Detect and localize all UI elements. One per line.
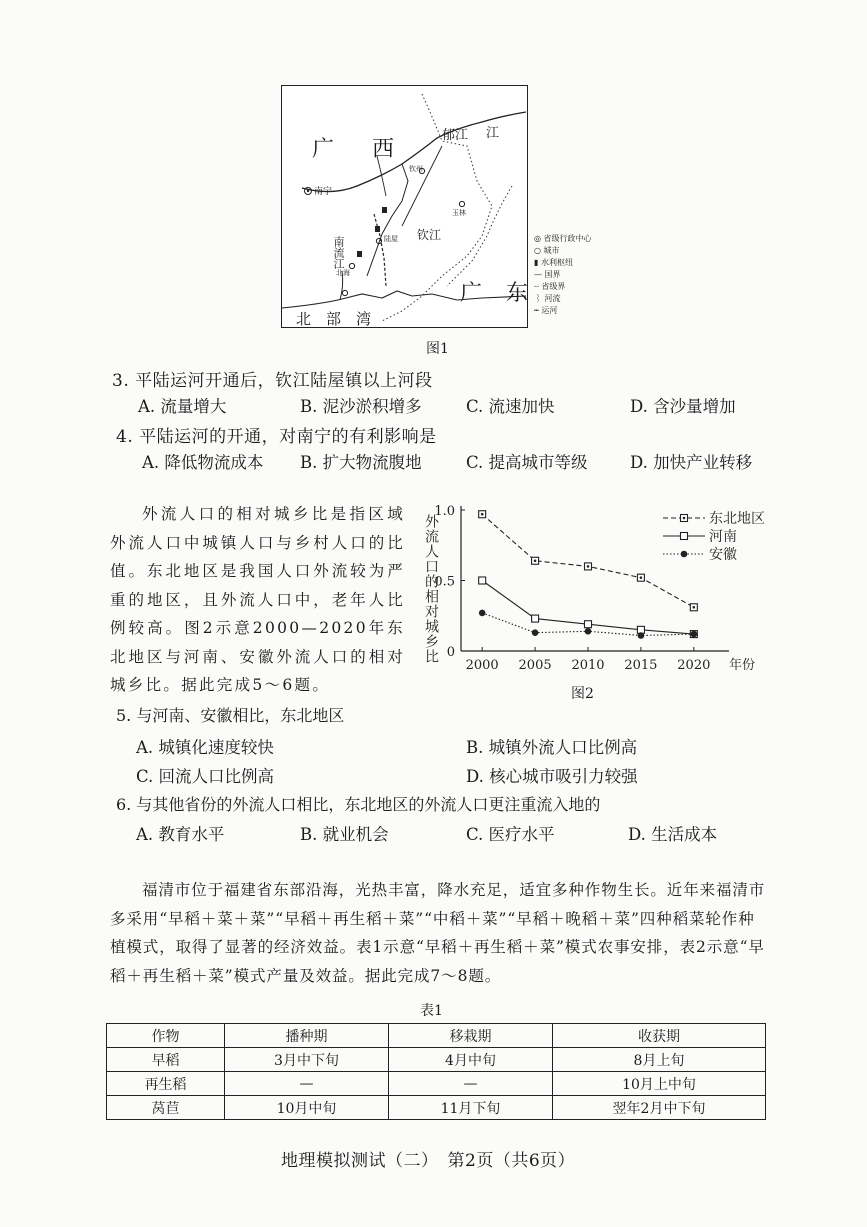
x-tick-label: 2010 [571,658,605,673]
data-point-center [534,559,537,562]
legend-label: 安徽 [709,547,737,563]
figure-2-caption: 图2 [571,686,594,702]
data-point [479,610,486,617]
legend-marker [681,551,688,558]
label-xijiang: 江 [486,126,500,141]
x-axis-label: 年份 [729,658,756,673]
table-row [107,1096,766,1120]
legend-item: 省级界 [541,282,566,291]
page-footer: 地理模拟测试（二） 第2页（共6页） [281,1151,576,1171]
q6-option-a[interactable]: A. 教育水平 [136,825,225,844]
data-point [691,631,698,638]
legend-marker-center [683,517,686,520]
y-tick-label: 1.0 [434,504,455,519]
table-1-caption: 表1 [420,1003,443,1019]
table-cell: — [389,1072,553,1096]
legend-border-icon: — [534,270,542,279]
q4-option-a[interactable]: A. 降低物流成本 [142,453,264,472]
data-point [585,621,592,628]
data-point [532,629,539,636]
legend-label: 东北地区 [709,511,765,527]
table-row [107,1048,766,1072]
legend-item: 省级行政中心 [543,234,592,243]
table-header-cell: 移栽期 [389,1024,553,1048]
table-cell: 10月上中旬 [553,1072,766,1096]
label-yulin: 玉林 [452,209,466,217]
question-3-stem: 3. 平陆运河开通后，钦江陆屋镇以上河段 [112,371,433,391]
q6-option-d[interactable]: D. 生活成本 [628,825,718,844]
q6-option-c[interactable]: C. 医疗水平 [466,825,555,844]
y-tick-label: 0 [446,645,455,660]
data-point [585,628,592,635]
data-point-center [640,576,643,579]
data-point [638,632,645,639]
legend-label: 河南 [709,529,737,545]
q3-option-c[interactable]: C. 流速加快 [466,397,555,416]
table-cell: 11月下旬 [389,1096,553,1120]
legend-item: 国界 [544,270,561,279]
table-cell: 早稻 [107,1048,225,1072]
q5-option-a[interactable]: A. 城镇化速度较快 [136,738,274,757]
label-nanning: 南宁 [314,187,333,197]
table-cell: 10月中旬 [225,1096,389,1120]
x-tick-label: 2015 [624,658,658,673]
legend-capital-icon: ◎ [534,234,541,243]
label-yujiang: 郁江 [442,128,469,143]
line-chart-figure-2 [415,496,795,682]
legend-city-icon: ○ [534,246,541,255]
table-cell: 3月中下旬 [225,1048,389,1072]
x-tick-label: 2020 [677,658,711,673]
legend-item: 水利枢纽 [540,258,573,267]
legend-dam-icon: ▮ [534,258,539,267]
legend-marker [681,533,688,540]
legend-item: 河流 [544,294,561,303]
table-header-row [107,1024,766,1048]
q6-option-b[interactable]: B. 就业机会 [300,825,389,844]
q4-option-d[interactable]: D. 加快产业转移 [630,453,753,472]
series-line-1 [482,514,694,607]
question-6-stem: 6. 与其他省份的外流人口相比，东北地区的外流人口更注重流入地的 [116,795,601,814]
label-beibu-2: 部 [326,310,342,328]
x-tick-label: 2000 [465,658,499,673]
map-legend [534,233,592,317]
legend-river-icon: ⌇ [534,294,542,303]
table-row [107,1072,766,1096]
passage-fuqing: 福清市位于福建省东部沿海，光热丰富，降水充足，适宜多种作物生长。近年来福清市多采用“早稻＋菜＋菜”“早稻＋再生稻＋菜”“中稻＋菜”“早稻＋晚稻＋菜”四种稻菜轮作种植模式，取得了显著的经济效益。表1示意“早稻＋再生稻＋菜”模式农事安排，表2示意“早稻＋再生稻＋菜”模式产量及效益。据此完成7～8题。 [110,881,766,985]
x-tick-label: 2005 [518,658,552,673]
q5-option-b[interactable]: B. 城镇外流人口比例高 [466,738,638,757]
q5-option-d[interactable]: D. 核心城市吸引力较强 [466,767,638,786]
label-beibu-1: 北 [296,310,312,328]
legend-province-border-icon: ┈ [534,282,539,291]
q4-option-c[interactable]: C. 提高城市等级 [466,453,588,472]
question-5-stem: 5. 与河南、安徽相比，东北地区 [116,706,345,725]
chart-series [479,511,698,639]
q3-option-d[interactable]: D. 含沙量增加 [630,397,736,416]
table-header-cell: 播种期 [225,1024,389,1048]
table-cell: 再生稻 [107,1072,225,1096]
label-qinjiang: 钦江 [417,228,442,242]
label-luwu: 陆屋 [384,235,398,243]
data-point-center [693,606,696,609]
table-1 [106,1023,766,1120]
q4-option-b[interactable]: B. 扩大物流腹地 [300,453,422,472]
question-4-stem: 4. 平陆运河的开通，对南宁的有利影响是 [116,427,437,447]
table-cell: 翌年2月中下旬 [553,1096,766,1120]
passage-population: 外流人口的相对城乡比是指区域外流人口中城镇人口与乡村人口的比值。东北地区是我国人口外流较为严重的地区，且外流人口中，老年人比例较高。图2示意2000—2020年东北地区与河南、安徽外流人口的相对城乡比。据此完成5～6题。 [110,505,405,694]
label-nanliujiang: 南流江 [332,236,345,269]
label-beihai: 北海 [336,269,350,277]
q3-option-b[interactable]: B. 泥沙淤积增多 [300,397,422,416]
y-tick-label: 0.5 [434,574,455,590]
legend-item: 运河 [541,306,558,315]
table-cell: 莴苣 [107,1096,225,1120]
label-guangdong-2: 东 [506,281,529,306]
chart-legend [663,510,765,563]
chart-axes [423,504,755,673]
q5-option-c[interactable]: C. 回流人口比例高 [136,767,275,786]
q3-option-a[interactable]: A. 流量增大 [138,397,227,416]
map-figure-1 [281,85,528,328]
data-point-center [587,565,590,568]
figure-1-caption: 图1 [426,341,449,357]
legend-item: 城市 [543,246,560,255]
legend-canal-icon: ┅ [534,306,539,315]
data-point [479,577,486,584]
label-guangdong-1: 广 [460,281,483,306]
label-qinzhou: 钦州 [409,165,423,173]
table-cell: — [225,1072,389,1096]
table-header-cell: 作物 [107,1024,225,1048]
data-point-center [481,513,484,516]
y-axis-label: 外流人口的相对城乡比 [423,514,439,664]
data-point [532,615,539,622]
label-guangxi-1: 广 [312,137,335,162]
label-beibu-3: 湾 [356,310,372,328]
table-cell: 4月中旬 [389,1048,553,1072]
label-guangxi-2: 西 [372,137,395,162]
table-header-cell: 收获期 [553,1024,766,1048]
table-cell: 8月上旬 [553,1048,766,1072]
